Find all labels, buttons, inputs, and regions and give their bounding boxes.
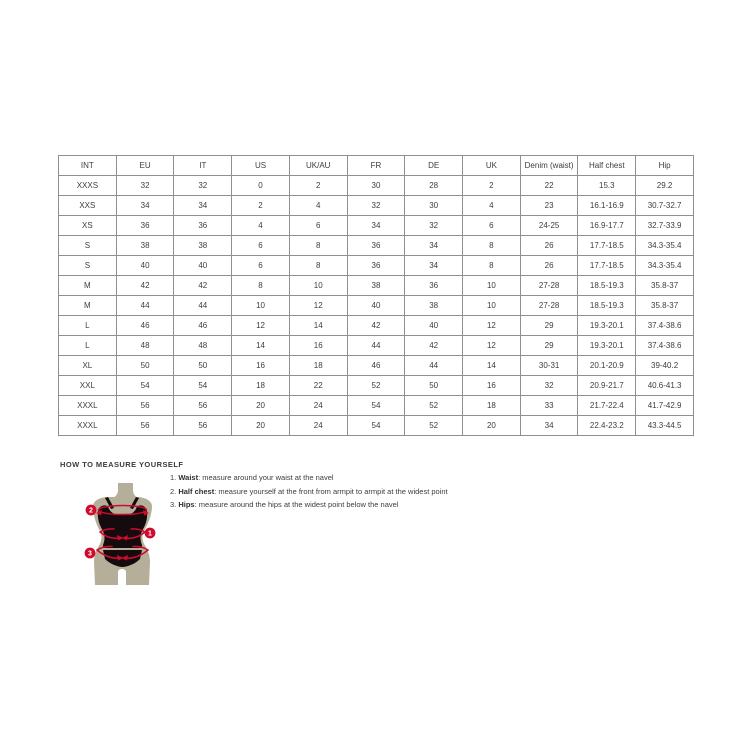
chest-badge-number: 2 [89,507,93,515]
size-cell: 52 [405,416,463,436]
size-cell: 50 [116,356,174,376]
size-cell: 54 [347,416,405,436]
size-cell: 19.3-20.1 [578,316,636,336]
size-cell: 52 [347,376,405,396]
size-cell: 46 [347,356,405,376]
size-cell: 34 [405,236,463,256]
size-cell: 27-28 [520,276,578,296]
size-cell: 12 [232,316,290,336]
size-cell: 34.3-35.4 [636,236,694,256]
size-cell: 27-28 [520,296,578,316]
size-cell: 16.9-17.7 [578,216,636,236]
size-cell: XXXL [59,396,117,416]
size-cell: 44 [116,296,174,316]
mannequin-illustration [80,480,164,588]
size-cell: 6 [289,216,347,236]
measurement-figure [80,480,164,588]
size-cell: 24 [289,416,347,436]
size-cell: 44 [405,356,463,376]
size-cell: 16 [289,336,347,356]
size-cell: 34 [520,416,578,436]
size-cell: 52 [405,396,463,416]
step-term: Half chest [178,486,215,496]
measure-steps [170,471,448,512]
size-row [59,296,694,316]
size-cell: 38 [116,236,174,256]
size-cell: 8 [463,256,521,276]
size-cell: 40 [347,296,405,316]
size-cell: 34 [174,196,232,216]
size-cell: 56 [174,416,232,436]
size-row [59,416,694,436]
column-header: Half chest [578,156,636,176]
size-cell: 18 [463,396,521,416]
size-cell: 32 [520,376,578,396]
header-row [59,156,694,176]
size-cell: 18 [289,356,347,376]
size-cell: XL [59,356,117,376]
size-cell: 20 [232,396,290,416]
size-cell: XXL [59,376,117,396]
size-cell: L [59,336,117,356]
size-cell: 43.3-44.5 [636,416,694,436]
size-cell: 15.3 [578,176,636,196]
size-cell: 34 [116,196,174,216]
size-cell: 39-40.2 [636,356,694,376]
size-cell: 37.4-38.6 [636,336,694,356]
size-chart-table [58,155,694,436]
size-cell: 18.5-19.3 [578,276,636,296]
waist-badge-number: 1 [148,530,152,538]
size-cell: 41.7-42.9 [636,396,694,416]
size-cell: 21.7-22.4 [578,396,636,416]
size-cell: 40.6-41.3 [636,376,694,396]
size-cell: 44 [347,336,405,356]
size-cell: 32 [116,176,174,196]
size-cell: 16.1-16.9 [578,196,636,216]
size-cell: 23 [520,196,578,216]
size-row [59,396,694,416]
size-cell: 44 [174,296,232,316]
column-header: US [232,156,290,176]
size-cell: 37.4-38.6 [636,316,694,336]
size-cell: 20.9-21.7 [578,376,636,396]
size-cell: 34.3-35.4 [636,256,694,276]
size-cell: 42 [347,316,405,336]
size-cell: 56 [174,396,232,416]
size-cell: XXXS [59,176,117,196]
size-cell: 54 [116,376,174,396]
step-text: : measure around the hips at the widest point below the navel [194,500,399,510]
size-cell: 35.8-37 [636,296,694,316]
size-cell: 38 [405,296,463,316]
size-cell: 36 [347,236,405,256]
size-cell: 0 [232,176,290,196]
size-cell: 32 [174,176,232,196]
size-cell: 20.1-20.9 [578,356,636,376]
size-cell: 4 [232,216,290,236]
size-cell: 12 [289,296,347,316]
size-cell: 14 [289,316,347,336]
size-cell: 33 [520,396,578,416]
size-cell: 16 [463,376,521,396]
size-cell: 40 [116,256,174,276]
size-cell: 12 [463,316,521,336]
step-number: 3. [170,500,179,510]
measure-step [170,498,448,512]
column-header: DE [405,156,463,176]
size-cell: 19.3-20.1 [578,336,636,356]
size-cell: 8 [289,256,347,276]
size-cell: 18.5-19.3 [578,296,636,316]
size-cell: 34 [347,216,405,236]
size-cell: 6 [232,256,290,276]
size-cell: 32.7-33.9 [636,216,694,236]
size-row [59,316,694,336]
column-header: IT [174,156,232,176]
size-cell: 22 [520,176,578,196]
size-cell: M [59,276,117,296]
size-cell: 28 [405,176,463,196]
size-cell: 20 [232,416,290,436]
size-cell: 16 [232,356,290,376]
size-cell: 22 [289,376,347,396]
size-row [59,236,694,256]
measure-step [170,485,448,499]
size-cell: XXXL [59,416,117,436]
size-cell: 36 [116,216,174,236]
size-cell: 10 [463,276,521,296]
size-cell: 14 [463,356,521,376]
mannequin-neck [113,483,138,498]
size-cell: 24 [289,396,347,416]
size-row [59,336,694,356]
size-cell: 6 [463,216,521,236]
column-header: UK [463,156,521,176]
size-cell: 22.4-23.2 [578,416,636,436]
size-cell: 42 [405,336,463,356]
column-header: FR [347,156,405,176]
size-cell: 30 [405,196,463,216]
size-row [59,176,694,196]
size-cell: 36 [405,276,463,296]
size-cell: 2 [289,176,347,196]
size-cell: 32 [347,196,405,216]
size-cell: 12 [463,336,521,356]
size-cell: 46 [174,316,232,336]
size-row [59,376,694,396]
step-number: 1. [170,473,179,482]
size-cell: 42 [116,276,174,296]
size-cell: 40 [174,256,232,276]
size-cell: 4 [463,196,521,216]
size-cell: XS [59,216,117,236]
size-cell: 10 [463,296,521,316]
size-chart-header [59,156,694,176]
step-term: Waist [178,473,199,482]
size-cell: 48 [116,336,174,356]
step-term: Hips [178,500,195,510]
size-cell: 54 [174,376,232,396]
size-cell: 8 [463,236,521,256]
column-header: INT [59,156,117,176]
size-cell: S [59,236,117,256]
size-cell: 48 [174,336,232,356]
size-cell: 29.2 [636,176,694,196]
size-cell: 10 [289,276,347,296]
size-cell: 38 [347,276,405,296]
size-cell: L [59,316,117,336]
size-cell: 40 [405,316,463,336]
column-header: EU [116,156,174,176]
size-cell: M [59,296,117,316]
size-cell: 10 [232,296,290,316]
size-cell: 6 [232,236,290,256]
size-cell: 14 [232,336,290,356]
size-cell: 50 [405,376,463,396]
size-chart-body [59,176,694,436]
hips-badge-number: 3 [88,550,92,558]
size-cell: 30 [347,176,405,196]
size-cell: XXS [59,196,117,216]
step-number: 2. [170,486,179,496]
size-cell: 36 [347,256,405,276]
how-to-measure-title: HOW TO MEASURE YOURSELF [60,460,184,469]
size-cell: 50 [174,356,232,376]
size-cell: 2 [463,176,521,196]
size-cell: 29 [520,336,578,356]
size-cell: 32 [405,216,463,236]
step-text: : measure around your waist at the navel [198,473,334,482]
column-header: Hip [636,156,694,176]
size-row [59,216,694,236]
size-cell: 29 [520,316,578,336]
size-cell: 8 [232,276,290,296]
size-cell: 54 [347,396,405,416]
size-cell: 2 [232,196,290,216]
size-row [59,276,694,296]
column-header: Denim (waist) [520,156,578,176]
size-cell: 30.7-32.7 [636,196,694,216]
column-header: UK/AU [289,156,347,176]
size-cell: 24-25 [520,216,578,236]
size-cell: S [59,256,117,276]
step-text: : measure yourself at the front from armpit to armpit at the widest point [214,486,448,496]
measure-step [170,471,448,485]
size-cell: 4 [289,196,347,216]
size-cell: 38 [174,236,232,256]
size-cell: 20 [463,416,521,436]
size-cell: 46 [116,316,174,336]
size-row [59,256,694,276]
size-row [59,196,694,216]
size-cell: 34 [405,256,463,276]
size-cell: 35.8-37 [636,276,694,296]
size-cell: 26 [520,256,578,276]
size-cell: 26 [520,236,578,256]
size-cell: 42 [174,276,232,296]
size-cell: 8 [289,236,347,256]
size-cell: 56 [116,396,174,416]
size-row [59,356,694,376]
size-cell: 17.7-18.5 [578,256,636,276]
size-cell: 36 [174,216,232,236]
size-cell: 18 [232,376,290,396]
size-cell: 56 [116,416,174,436]
size-cell: 17.7-18.5 [578,236,636,256]
size-cell: 30-31 [520,356,578,376]
